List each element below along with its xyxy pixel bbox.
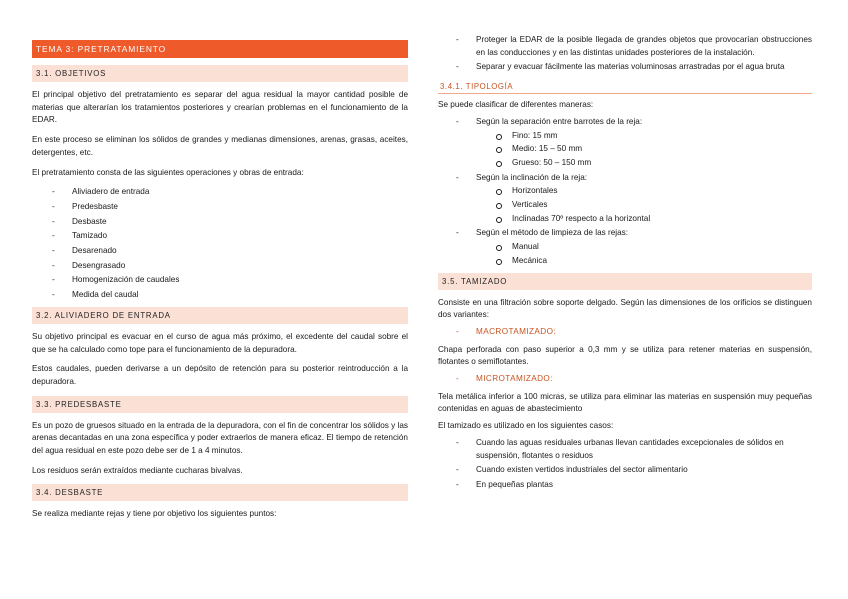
group-label: Según el método de limpieza de las rejas:: [476, 228, 629, 238]
microtamizado-label: - MICROTAMIZADO:: [438, 373, 812, 386]
paragraph: El tamizado es utilizado en los siguientes casos:: [438, 421, 614, 431]
sub-item: Mecánica: [476, 255, 812, 268]
sub-item: Grueso: 50 – 150 mm: [476, 157, 812, 170]
section-heading-predesbaste: 3.3. PREDESBASTE: [32, 396, 408, 413]
classification-list: [438, 116, 812, 268]
paragraph: El pretratamiento consta de las siguientes operaciones y obras de entrada:: [32, 167, 304, 177]
sub-item: Horizontales: [476, 185, 812, 198]
list-item: - Cuando existen vertidos industriales del sector alimentario: [438, 464, 812, 477]
paragraph: Los residuos serán extraídos mediante cucharas bivalvas.: [32, 465, 243, 475]
operations-list: [32, 186, 408, 302]
list-item: - Predesbaste: [32, 201, 408, 214]
sub-item: Fino: 15 mm: [476, 130, 812, 143]
paragraph: Su objetivo principal es evacuar en el curso de agua más próximo, el excedente del caudal sobre el que se ha calculado como tope para el funcionamiento de la depuradora.: [32, 331, 408, 354]
section-heading-tamizado: 3.5. TAMIZADO: [438, 273, 812, 290]
paragraph: El principal objetivo del pretratamiento es separar del agua residual la mayor cantidad posible de materias que alterarían los tratamientos posteriores y crearían problemas en el funcionamiento de la EDAR.: [32, 90, 408, 125]
list-item: - Proteger la EDAR de la posible llegada de grandes objetos que provocarían obstrucciones en las conducciones y en las distintas unidades posteriores de la instalación.: [438, 34, 812, 59]
list-item: - Desengrasado: [32, 260, 408, 273]
sub-list: [476, 185, 812, 225]
list-item: - Medida del caudal: [32, 289, 408, 302]
list-item: - Tamizado: [32, 230, 408, 243]
list-item: [438, 227, 812, 267]
left-column: [32, 40, 408, 528]
paragraph: Se realiza mediante rejas y tiene por objetivo los siguientes puntos:: [32, 509, 277, 519]
list-item: [438, 172, 812, 226]
paragraph: Tela metálica inferior a 100 micras, se utiliza para eliminar las materias en suspensión muy pequeñas contenidas en aguas de abastecimiento: [438, 391, 812, 414]
sub-item: Medio: 15 – 50 mm: [476, 143, 812, 156]
cases-list: [438, 437, 812, 492]
sub-list: [476, 241, 812, 267]
right-column: [438, 34, 812, 497]
group-label: Según la separación entre barrotes de la reja:: [476, 116, 643, 126]
chapter-title: TEMA 3: PRETRATAMIENTO: [32, 40, 408, 58]
group-label: Según la inclinación de la reja:: [476, 172, 588, 182]
paragraph: Consiste en una filtración sobre soporte delgado. Según las dimensiones de los orificios se distinguen dos variantes:: [438, 297, 812, 320]
paragraph: Estos caudales, pueden derivarse a un depósito de retención para su posterior reintroducción a la depuradora.: [32, 364, 408, 386]
list-item: - Cuando las aguas residuales urbanas llevan cantidades excepcionales de sólidos en suspensión, flotantes o residuos: [438, 437, 812, 462]
section-heading-objetivos: 3.1. OBJETIVOS: [32, 65, 408, 82]
list-item: - Homogenización de caudales: [32, 274, 408, 287]
list-item: - En pequeñas plantas: [438, 479, 812, 492]
sub-item: Inclinadas 70º respecto a la horizontal: [476, 213, 812, 226]
sub-item: Verticales: [476, 199, 812, 212]
section-heading-aliviadero: 3.2. ALIVIADERO DE ENTRADA: [32, 307, 408, 324]
section-heading-desbaste: 3.4. DESBASTE: [32, 484, 408, 501]
list-item: - Desbaste: [32, 216, 408, 229]
list-item: - Aliviadero de entrada: [32, 186, 408, 199]
paragraph: Chapa perforada con paso superior a 0,3 mm y se utiliza para retener materias en suspensión, flotantes o semiflotantes.: [438, 344, 812, 367]
list-item: [438, 116, 812, 170]
paragraph: Se puede clasificar de diferentes maneras:: [438, 100, 594, 110]
objectives-list: [438, 34, 812, 74]
subsection-heading-tipologia: 3.4.1. TIPOLOGÍA: [438, 79, 812, 94]
list-item: - Separar y evacuar fácilmente las materias voluminosas arrastradas por el agua bruta: [438, 61, 812, 74]
paragraph: En este proceso se eliminan los sólidos de grandes y medianas dimensiones, arenas, grasas, aceites, detergentes, etc.: [32, 135, 408, 157]
list-item: - Desarenado: [32, 245, 408, 258]
sub-item: Manual: [476, 241, 812, 254]
macrotamizado-label: - MACROTAMIZADO:: [438, 326, 812, 339]
sub-list: [476, 130, 812, 170]
paragraph: Es un pozo de gruesos situado en la entrada de la depuradora, con el fin de concentrar los sólidos y las arenas decantadas en una zona específica y poder extraerlos de manera eficaz. El tiempo de retención del agua residual en este pozo debe ser de 1 a 4 minutos.: [32, 420, 408, 456]
micro-label-list: [438, 373, 812, 386]
macro-label-list: [438, 326, 812, 339]
